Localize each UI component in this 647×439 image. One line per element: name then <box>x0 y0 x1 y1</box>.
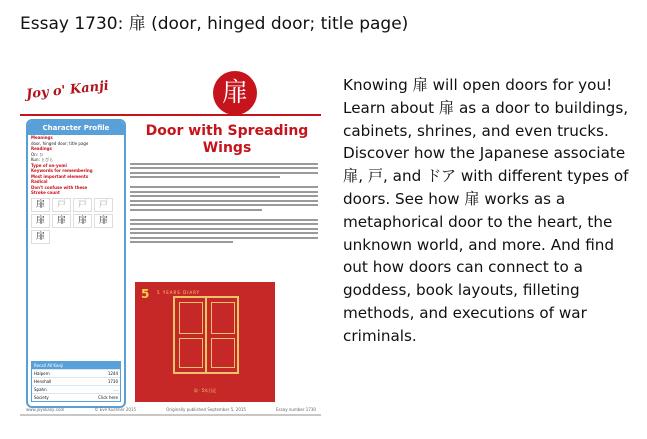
stats-value: 1730 <box>107 379 118 384</box>
stroke-tile: 扉 <box>94 214 113 228</box>
stats-label: Halpern <box>34 371 50 376</box>
character-profile-panel <box>26 119 126 408</box>
footer-site: www.joyokanji.com <box>26 407 65 412</box>
kanji-badge: 扉 <box>213 71 257 115</box>
profile-row: Radical <box>31 179 48 184</box>
profile-row: Don't confuse with these <box>31 184 88 190</box>
footer-published: Originally published September 5, 2015 <box>166 407 246 412</box>
footer-essay-number: Essay number 1730 <box>276 407 316 412</box>
brand-logo: Joy o' Kanji <box>25 78 110 103</box>
profile-row: Kun: とびら <box>31 157 54 162</box>
stroke-tile: 扉 <box>31 198 50 212</box>
article-body-text <box>130 160 318 246</box>
book-label: 5 YEARS DIARY <box>157 290 201 295</box>
book-caption: 扉 · 5年日記 <box>193 388 217 393</box>
profile-row: Type of on-yomi <box>31 162 67 168</box>
stats-row <box>32 393 120 401</box>
stats-label: Society <box>34 395 49 400</box>
profile-row: Keywords for remembering <box>31 168 93 173</box>
header-divider <box>20 114 321 116</box>
stroke-tile: 戸 <box>73 198 92 212</box>
reference-stats-table <box>31 361 121 402</box>
stats-value: ... <box>114 387 118 392</box>
profile-row: door, hinged door; title page <box>31 140 89 146</box>
diary-book-photo <box>135 282 275 402</box>
stats-value[interactable]: Click here <box>98 395 118 400</box>
thumbnail-footer <box>26 407 316 412</box>
profile-row: Readings <box>31 146 52 151</box>
stroke-tile: 戸 <box>94 198 113 212</box>
stats-row <box>32 385 120 393</box>
stroke-order-tiles <box>28 196 124 246</box>
stroke-tile: 扉 <box>31 214 50 228</box>
stats-label: Henshall <box>34 379 52 384</box>
profile-row: Stroke count <box>31 190 60 195</box>
stroke-tile: 扉 <box>73 214 92 228</box>
profile-title: Character Profile <box>28 121 124 135</box>
stroke-tile: 戸 <box>52 198 71 212</box>
stats-label: Spahn <box>34 387 47 392</box>
profile-row: Meanings <box>31 135 53 140</box>
stats-row <box>32 377 120 385</box>
book-number: 5 <box>141 287 150 301</box>
stats-title: Recall All Kanji <box>32 362 120 369</box>
essay-title: Essay 1730: 扉 (door, hinged door; title page) <box>20 14 409 34</box>
door-illustration <box>173 296 239 374</box>
essay-description: Knowing 扉 will open doors for you! Learn about 扉 as a door to buildings, cabinets, shrines, and even trucks. Discover how the Japanese associate 扉, 戸, and ドア with different types of doors. See how 扉 works as a metaphorical door to the heart, the unknown world, and more. And find out how doors can connect to a goddess, book layouts, filleting methods, and executions of war criminals. <box>343 76 629 345</box>
thumbnail-article-title: Door with Spreading Wings <box>145 123 309 156</box>
profile-row: Most important elements <box>31 173 89 179</box>
profile-row: On: ひ <box>31 151 44 157</box>
stats-row <box>32 369 120 377</box>
essay-page-thumbnail[interactable] <box>20 57 321 416</box>
stroke-tile: 扉 <box>52 214 71 228</box>
stroke-tile: 扉 <box>31 230 50 244</box>
footer-copyright: © Eve Kushner 2015 <box>94 407 137 412</box>
stats-value: 1244 <box>107 371 118 376</box>
